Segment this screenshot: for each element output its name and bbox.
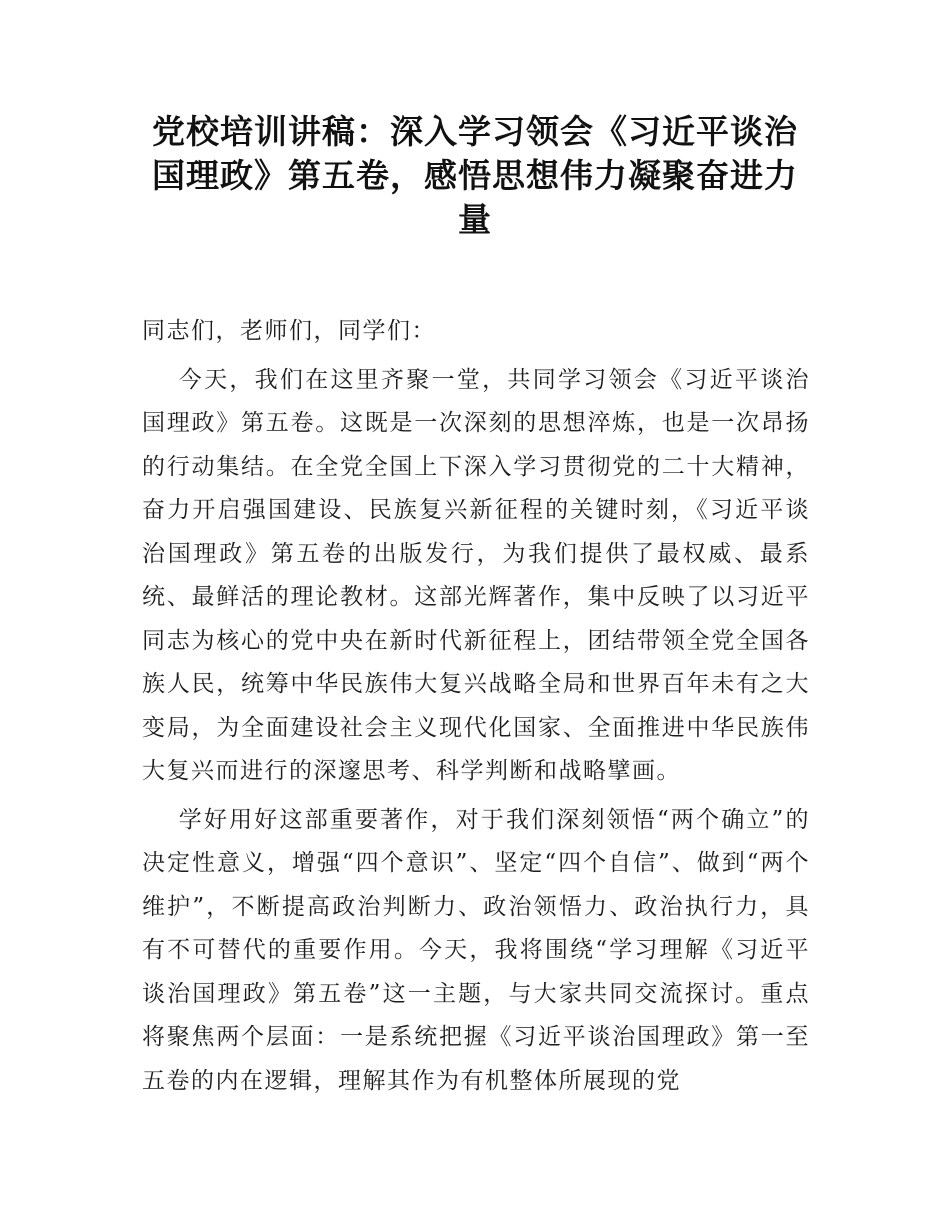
document-body: [142, 310, 810, 1108]
paragraph: 今天，我们在这里齐聚一堂，共同学习领会《习近平谈治国理政》第五卷。这既是一次深刻的思想淬炼，也是一次昂扬的行动集结。在全党全国上下深入学习贯彻党的二十大精神，奋力开启强国建设、民族复兴新征程的关键时刻，《习近平谈治国理政》第五卷的出版发行，为我们提供了最权威、最系统、最鲜活的理论教材。这部光辉著作，集中反映了以习近平同志为核心的党中央在新时代新征程上，团结带领全党全国各族人民，统筹中华民族伟大复兴战略全局和世界百年未有之大变局，为全面建设社会主义现代化国家、全面推进中华民族伟大复兴而进行的深邃思考、科学判断和战略擘画。: [142, 366, 810, 784]
salutation: 同志们，老师们，同学们：: [142, 318, 436, 344]
paragraph: 学好用好这部重要著作，对于我们深刻领悟“两个确立”的决定性意义，增强“四个意识”、坚定“四个自信”、做到“两个维护”，不断提高政治判断力、政治领悟力、政治执行力，具有不可替代的重要作用。今天，我将围绕“学习理解《习近平谈治国理政》第五卷”这一主题，与大家共同交流探讨。重点将聚焦两个层面：一是系统把握《习近平谈治国理政》第一至五卷的内在逻辑，理解其作为有机整体所展现的党: [142, 806, 810, 1094]
document-title: 党校培训讲稿：深入学习领会《习近平谈治国理政》第五卷，感悟思想伟力凝聚奋进力量: [152, 112, 798, 239]
